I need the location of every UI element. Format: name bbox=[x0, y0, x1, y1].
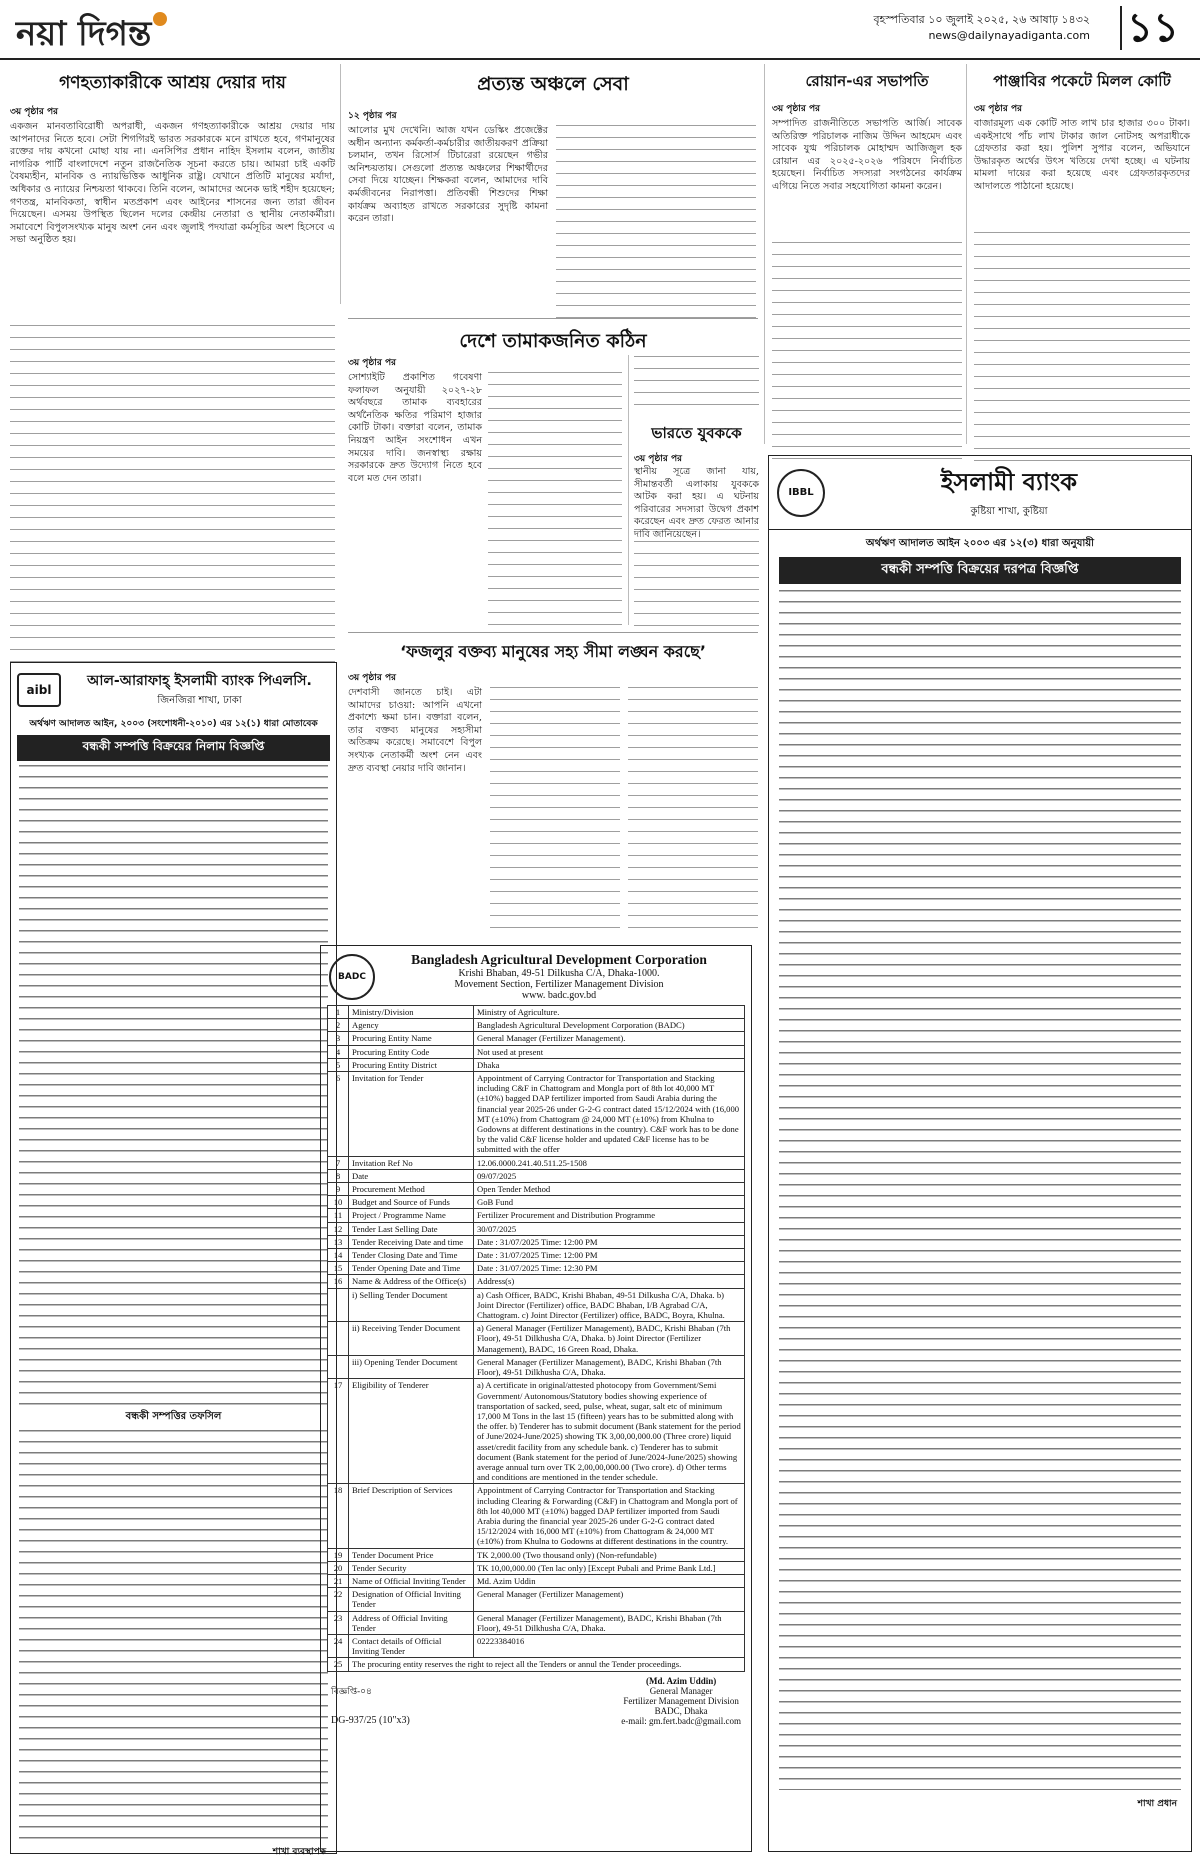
row-number: 19 bbox=[328, 1548, 349, 1561]
tender-row bbox=[328, 1183, 745, 1196]
row-label: Contact details of Official Inviting Tender bbox=[349, 1634, 474, 1657]
row-number: 17 bbox=[328, 1379, 349, 1484]
tender-row bbox=[328, 1658, 745, 1671]
article-text: সোশ্যাইটি প্রকাশিত গবেষণা ফলাফল অনুযায়ী ২০২৭-২৮ অর্থবছরে তামাক ব্যবহারের অর্থনৈতিক ক্ষতির পরিমাণ হাজার কোটি টাকা। বক্তারা বলেন, তামাক নিয়ন্ত্রণ আইন সংশোধন এখন সময়ের দাবি। জনস্বাস্থ্য রক্ষায় সরকারকে দ্রুত উদ্যোগ নিতে হবে বলে মত দেন তারা। bbox=[348, 372, 482, 484]
headline: রোয়ান-এর সভাপতি bbox=[805, 72, 929, 90]
continued-from: ৩য় পৃষ্ঠার পর bbox=[348, 358, 397, 368]
row-label: Invitation Ref No bbox=[349, 1156, 474, 1169]
row-number bbox=[328, 1288, 349, 1322]
row-value: Fertilizer Procurement and Distribution Programme bbox=[474, 1209, 745, 1222]
signatory-division: Fertilizer Management Division bbox=[623, 1695, 739, 1706]
headline: ভারতে যুবককে bbox=[651, 424, 742, 442]
row-number: 13 bbox=[328, 1235, 349, 1248]
tender-row bbox=[328, 1634, 745, 1657]
row-value: General Manager (Fertilizer Management) bbox=[474, 1588, 745, 1611]
row-value: a) A certificate in original/attested photocopy from Government/Semi Government/ Autonomous/Statutory bodies showing experience of transportation of sacked, seed, pulse, wheat, sugar, salt etc of minimum 17,000 M Tons in the last 15 (fifteen) years has to be submitted along with the offer. b) Tenderer has to submit document (Bank statement for the period of June/2024-June/2025) showing TK 3,00,00,000.00 (Three crore) liquid asset/credit facility from any schedule bank. c) Tenderer has to submit document (Bank statement for the period of June/2024-June/2025) showing average annual turn over TK 2,00,00,000.00 (Two crore). d) Other terms and conditions are mentioned in the tender schedule. bbox=[474, 1379, 745, 1484]
org-website: www. badc.gov.bd bbox=[521, 990, 597, 1001]
row-label: i) Selling Tender Document bbox=[349, 1288, 474, 1322]
row-label: Ministry/Division bbox=[349, 1006, 474, 1019]
row-number: 21 bbox=[328, 1574, 349, 1587]
tender-table bbox=[327, 1005, 745, 1672]
row-number: 15 bbox=[328, 1262, 349, 1275]
tender-row bbox=[328, 1222, 745, 1235]
row-number: 18 bbox=[328, 1484, 349, 1548]
tender-row bbox=[328, 1288, 745, 1322]
ad-serial: বিজ্ঞপ্তি-০৪ bbox=[331, 1685, 372, 1696]
legal-act: অর্থঋণ আদালত আইন ২০০৩ এর ১২(৩) ধারা অনুযায়ী bbox=[865, 538, 1095, 549]
row-label: Procurement Method bbox=[349, 1183, 474, 1196]
signatory-email: e-mail: gm.fert.badc@gmail.com bbox=[621, 1715, 741, 1726]
headline: গণহত্যাকারীকে আশ্রয় দেয়ার দায় bbox=[59, 73, 286, 93]
row-number: 14 bbox=[328, 1249, 349, 1262]
article-text-continued bbox=[628, 687, 758, 937]
row-number: 10 bbox=[328, 1196, 349, 1209]
notice-body bbox=[779, 590, 1181, 1790]
article-varote bbox=[634, 356, 759, 626]
row-value: Dhaka bbox=[474, 1058, 745, 1071]
row-value: GoB Fund bbox=[474, 1196, 745, 1209]
row-number: 5 bbox=[328, 1058, 349, 1071]
headline: দেশে তামাকজনিত কঠিন bbox=[348, 318, 758, 359]
article-tamak bbox=[348, 355, 623, 625]
ibbl-logo-icon: IBBL bbox=[777, 469, 825, 517]
tender-row bbox=[328, 1209, 745, 1222]
article-text: স্থানীয় সূত্রে জানা যায়, সীমান্তবর্তী এলাকায় যুবককে আটক করা হয়। এ ঘটনায় পরিবারের সদস্যরা উদ্বেগ প্রকাশ করেছেন এবং দ্রুত ফেরত আনার দাবি জানিয়েছেন। bbox=[634, 466, 759, 540]
row-value: Date : 31/07/2025 Time: 12:00 PM bbox=[474, 1249, 745, 1262]
article-text: দেশবাসী জানতে চাই। এটা আমাদের চাওয়া: আপনি এখনো প্রকাশ্যে ক্ষমা চান। বক্তারা বলেন, তার বক্তব্য মানুষের সহ্যসীমা অতিক্রম করেছে। সমাবেশে বিপুল সংখ্যক নেতাকর্মী অংশ নেন এবং দ্রুত ব্যবস্থা নেয়ার দাবি জানান। bbox=[348, 687, 482, 774]
row-number: 9 bbox=[328, 1183, 349, 1196]
row-label: Brief Description of Services bbox=[349, 1484, 474, 1548]
continued-from: ৩য় পৃষ্ঠার পর bbox=[772, 104, 821, 114]
row-label: Agency bbox=[349, 1019, 474, 1032]
row-label: Tender Closing Date and Time bbox=[349, 1249, 474, 1262]
article-text-continued bbox=[634, 356, 759, 416]
row-number: 8 bbox=[328, 1169, 349, 1182]
row-label: Tender Receiving Date and time bbox=[349, 1235, 474, 1248]
continued-from: ৩য় পৃষ্ঠার পর bbox=[634, 454, 683, 464]
row-value: Md. Azim Uddin bbox=[474, 1574, 745, 1587]
signatory: শাখা প্রধান bbox=[1137, 1799, 1177, 1809]
article-text: একজন মানবতাবিরোধী অপরাধী, একজন গণহত্যাকারীকে আশ্রয় দেয়ার দায় আপনাদের নিতে হবে। সেটা শিগগিরই ভারত সরকারকে মনে রাখতে হবে, গণমানুষের রক্তের দায় কখনো মোছা যায় না। এনসিপির প্রধান নাহিদ ইসলাম বলেন, জাতীয় নাগরিক পার্টি বাংলাদেশে নতুন রাজনৈতিক সূচনা করতে চায়। আমরা চাই একটি বৈষম্যহীন, মানবিক ও ন্যায়ভিত্তিক আধুনিক রাষ্ট্র। যেখানে প্রতিটি মানুষের মর্যাদা, অধিকার ও ন্যায়ের নিশ্চয়তা থাকবে। তিনি বলেন, আমাদের অনেক ভাই শহীদ হয়েছেন; গণতন্ত্র, মানবিকতা, স্বাধীন মতপ্রকাশ এবং আইনের শাসনের জন্য তারা জীবন দিয়েছেন। এসময় উপস্থিত ছিলেন দলের কেন্দ্রীয় নেতারা ও স্থানীয় নেতাকর্মীরা। সমাবেশে বিপুলসংখ্যক মানুষ অংশ নেন এবং জুলাই পদযাত্রা কর্মসূচির অংশ হিসেবে এ সভা অনুষ্ঠিত হয়। bbox=[10, 121, 335, 246]
row-label: Budget and Source of Funds bbox=[349, 1196, 474, 1209]
tender-row bbox=[328, 1548, 745, 1561]
row-value: Date : 31/07/2025 Time: 12:00 PM bbox=[474, 1235, 745, 1248]
row-label: Tender Document Price bbox=[349, 1548, 474, 1561]
row-number: 20 bbox=[328, 1561, 349, 1574]
tender-row bbox=[328, 1058, 745, 1071]
row-label: Procuring Entity District bbox=[349, 1058, 474, 1071]
branch-name: কুষ্টিয়া শাখা, কুষ্টিয়া bbox=[970, 506, 1048, 517]
article-rowan bbox=[772, 70, 962, 450]
article-text: বাজারমূল্য এক কোটি সাত লাখ চার হাজার ৩০০ টাকা। একইসাথে পাঁচ লাখ টাকার জাল নোটসহ অপরাধীকে গ্রেফতার করা হয়। পুলিশ সুপার বলেন, অভিযানে উদ্ধারকৃত অর্থের উৎস খতিয়ে দেখা হচ্ছে। এ ঘটনায় মামলা দায়ের করা হয়েছে এবং গ্রেফতারকৃতদের আদালতে পাঠানো হয়েছে। bbox=[974, 118, 1190, 192]
row-value: General Manager (Fertilizer Management). bbox=[474, 1032, 745, 1045]
row-value: Appointment of Carrying Contractor for Transportation and Stacking including C&F in Chattogram and Mongla port of 8th lot 40,000 MT (±10%) bagged DAP fertilizer imported from Saudi Arabia during the financial year 2025-26 under G-2-G contract dated 15/12/2024 with (16,000 MT (±10%) from Chattogram @ 24,000 MT (±10%) from Khulna to Godowns at different destinations in the country). C&F work has to be done by the valid C&F license holder and updated C&F license has to be submitted with the offer bbox=[474, 1072, 745, 1157]
continued-from: ৩য় পৃষ্ঠার পর bbox=[348, 673, 397, 683]
row-label: The procuring entity reserves the right to reject all the Tenders or annul the Tender proceedings. bbox=[349, 1658, 745, 1671]
row-label: Tender Security bbox=[349, 1561, 474, 1574]
tender-row bbox=[328, 1574, 745, 1587]
article-gonohotya bbox=[10, 70, 335, 650]
aibl-auction-notice bbox=[10, 662, 337, 1857]
row-value: General Manager (Fertilizer Management), BADC, Krishi Bhaban (7th Floor), 49-51 Dilkhusha C/A, Dhaka. bbox=[474, 1355, 745, 1378]
sun-icon bbox=[153, 12, 167, 26]
row-value: a) Cash Officer, BADC, Krishi Bhaban, 49-51 Dilkusha C/A, Dhaka. b) Joint Director (Fertilizer) office, BADC Bhaban, I/B Agrabad C/A, Chattogram. c) Joint Director (Fertilizer) office, BADC, Boyra, Khulna. bbox=[474, 1288, 745, 1322]
tender-row bbox=[328, 1262, 745, 1275]
column-rule bbox=[764, 64, 765, 444]
signatory-title: General Manager bbox=[649, 1685, 713, 1696]
tender-row bbox=[328, 1588, 745, 1611]
row-value: 09/07/2025 bbox=[474, 1169, 745, 1182]
article-text: সম্পাদিত রাজনীতিতে সভাপতি আর্জি। সাবেক অতিরিক্ত পরিচালক নাজিম উদ্দিন আহমেদ এবং সাবেক যুগ্ম পরিচালক মোহাম্মদ আজিজুল হক রোয়ান এর ২০২৫-২০২৬ পরিষদে নির্বাচিত হয়েছেন। নির্বাচিত সদস্যরা সংগঠনের কার্যক্রম এগিয়ে নিতে সবার সহযোগিতা কামনা করেন। bbox=[772, 118, 962, 192]
column-rule bbox=[628, 355, 629, 625]
tender-row bbox=[328, 1156, 745, 1169]
row-value: 30/07/2025 bbox=[474, 1222, 745, 1235]
ad-reference: DG-937/25 (10"x3) bbox=[331, 1714, 410, 1726]
notice-title: বন্ধকী সম্পত্তি বিক্রয়ের দরপত্র বিজ্ঞপ্তি bbox=[779, 557, 1181, 584]
headline: ‘ফজলুর বক্তব্য মানুষের সহ্য সীমা লঙ্ঘন করছে’ bbox=[400, 642, 706, 661]
article-text-continued bbox=[772, 242, 962, 462]
schedule-body bbox=[19, 1430, 328, 1840]
tender-row bbox=[328, 1072, 745, 1157]
signatory-name: (Md. Azim Uddin) bbox=[645, 1675, 717, 1686]
notice-title: বন্ধকী সম্পত্তি বিক্রয়ের নিলাম বিজ্ঞপ্তি bbox=[17, 735, 330, 761]
row-value: a) General Manager (Fertilizer Management), BADC, Krishi Bhaban (7th Floor), 49-51 Dilkhusha C/A, Dhaka. b) Joint Director (Fertilizer Management), BADC, 16 Green Road, Dhaka. bbox=[474, 1322, 745, 1356]
article-text: আলোর মুখ দেখেনি। আজ যখন ডেস্কিং প্রজেক্টের অধীন অন্যান্য কর্মকর্তা-কর্মচারীর জাতীয়করণ প্রক্রিয়া চলমান, তখন রিসোর্স টিচারেরা রয়েছেন গভীর অনিশ্চয়তায়। সেগুলো প্রত্যন্ত অঞ্চলের শিক্ষার্থীদের সেবা দিয়ে যাচ্ছেন। শিক্ষকরা বলেন, আমাদের দাবি কর্মজীবনের নিরাপত্তা। প্রতিবন্ধী শিশুদের শিক্ষা কার্যক্রম অব্যাহত রাখতে সরকারের সুদৃষ্টি কামনা করেন তারা। bbox=[348, 125, 548, 225]
org-division: Movement Section, Fertilizer Management Division bbox=[454, 979, 664, 990]
row-number: 3 bbox=[328, 1032, 349, 1045]
tender-row bbox=[328, 1275, 745, 1288]
column-rule bbox=[966, 64, 967, 444]
masthead bbox=[0, 0, 1200, 60]
schedule-heading: বন্ধকী সম্পত্তির তফসিল bbox=[125, 1411, 222, 1422]
row-value: Bangladesh Agricultural Development Corporation (BADC) bbox=[474, 1019, 745, 1032]
row-number: 6 bbox=[328, 1072, 349, 1157]
row-number bbox=[328, 1355, 349, 1378]
row-number: 4 bbox=[328, 1045, 349, 1058]
bank-name: ইসলামী ব্যাংক bbox=[940, 468, 1078, 496]
row-value: Open Tender Method bbox=[474, 1183, 745, 1196]
continued-from: ১২ পৃষ্ঠার পর bbox=[348, 111, 397, 121]
bank-name: আল-আরাফাহ্ ইসলামী ব্যাংক পিএলসি. bbox=[87, 673, 312, 689]
signatory: শাখা ব্যবস্থাপক bbox=[272, 1847, 326, 1857]
article-text-continued bbox=[490, 687, 620, 937]
row-label: ii) Receiving Tender Document bbox=[349, 1322, 474, 1356]
row-number: 22 bbox=[328, 1588, 349, 1611]
aibl-logo-icon: aibl bbox=[17, 673, 61, 707]
notice-body bbox=[19, 765, 328, 1405]
continued-from: ৩য় পৃষ্ঠার পর bbox=[974, 104, 1023, 114]
row-label: Tender Last Selling Date bbox=[349, 1222, 474, 1235]
org-address: Krishi Bhaban, 49-51 Dilkusha C/A, Dhaka-1000. bbox=[458, 968, 660, 979]
signatory-org: BADC, Dhaka bbox=[654, 1705, 708, 1716]
badc-tender-notice bbox=[320, 945, 752, 1852]
row-label: Date bbox=[349, 1169, 474, 1182]
org-name: Bangladesh Agricultural Development Corporation bbox=[411, 952, 707, 967]
article-text-continued bbox=[634, 529, 759, 629]
row-value: General Manager (Fertilizer Management), BADC, Krishi Bhaban (7th Floor), 49-51 Dilkhusha C/A, Dhaka. bbox=[474, 1611, 745, 1634]
tender-row bbox=[328, 1379, 745, 1484]
row-number: 24 bbox=[328, 1634, 349, 1657]
article-panjabi bbox=[974, 70, 1190, 450]
row-number: 12 bbox=[328, 1222, 349, 1235]
tender-row bbox=[328, 1484, 745, 1548]
row-label: Name & Address of the Office(s) bbox=[349, 1275, 474, 1288]
row-value: 12.06.0000.241.40.511.25-1508 bbox=[474, 1156, 745, 1169]
news-email: news@dailynayadiganta.com bbox=[928, 29, 1090, 42]
headline: পাঞ্জাবির পকেটে মিলল কোটি bbox=[993, 72, 1171, 90]
row-number: 2 bbox=[328, 1019, 349, 1032]
tender-row bbox=[328, 1611, 745, 1634]
row-label: Eligibility of Tenderer bbox=[349, 1379, 474, 1484]
row-number: 11 bbox=[328, 1209, 349, 1222]
row-value: Not used at present bbox=[474, 1045, 745, 1058]
row-label: Procuring Entity Name bbox=[349, 1032, 474, 1045]
article-text-continued bbox=[488, 372, 622, 627]
continued-from: ৩য় পৃষ্ঠার পর bbox=[10, 107, 59, 117]
row-number: 16 bbox=[328, 1275, 349, 1288]
row-number: 1 bbox=[328, 1006, 349, 1019]
tender-row bbox=[328, 1196, 745, 1209]
tender-row bbox=[328, 1235, 745, 1248]
row-value: 02223384016 bbox=[474, 1634, 745, 1657]
row-value: Address(s) bbox=[474, 1275, 745, 1288]
row-value: TK 2,000.00 (Two thousand only) (Non-refundable) bbox=[474, 1548, 745, 1561]
row-number: 25 bbox=[328, 1658, 349, 1671]
tender-row bbox=[328, 1006, 745, 1019]
tender-row bbox=[328, 1045, 745, 1058]
article-text-continued bbox=[974, 232, 1190, 462]
newspaper-logo: নয়া দিগন্ত bbox=[16, 8, 169, 65]
article-prottonto bbox=[348, 70, 758, 310]
column-rule bbox=[340, 64, 341, 304]
row-label: Designation of Official Inviting Tender bbox=[349, 1588, 474, 1611]
legal-act: অর্থঋণ আদালত আইন, ২০০৩ (সংশোধনী-২০১০) এর ১২(১) ধারা মোতাবেক bbox=[29, 719, 318, 729]
row-value: Ministry of Agriculture. bbox=[474, 1006, 745, 1019]
badc-logo-icon: BADC bbox=[329, 954, 375, 1000]
row-label: iii) Opening Tender Document bbox=[349, 1355, 474, 1378]
tender-row bbox=[328, 1561, 745, 1574]
tender-row bbox=[328, 1032, 745, 1045]
headline: প্রত্যন্ত অঞ্চলে সেবা bbox=[477, 73, 629, 95]
row-value: Date : 31/07/2025 Time: 12:30 PM bbox=[474, 1262, 745, 1275]
row-value: TK 10,00,000.00 (Ten lac only) [Except Pubali and Prime Bank Ltd.] bbox=[474, 1561, 745, 1574]
row-number: 23 bbox=[328, 1611, 349, 1634]
row-label: Invitation for Tender bbox=[349, 1072, 474, 1157]
row-number: 7 bbox=[328, 1156, 349, 1169]
tender-row bbox=[328, 1322, 745, 1356]
row-label: Address of Official Inviting Tender bbox=[349, 1611, 474, 1634]
tender-row bbox=[328, 1355, 745, 1378]
row-label: Project / Programme Name bbox=[349, 1209, 474, 1222]
row-value: Appointment of Carrying Contractor for Transportation and Stacking including Clearing & Forwarding (C&F) in Chattogram and Mongla port of 8th lot 40,000 MT (±10%) bagged DAP fertilizer imported from Saudi Arabia during the financial year 2025-26 under G-2-G contract dated 15/12/2024 with 16,000 MT (±10%) from Chattogram & 24,000 MT (±10%) from Khulna to Godowns at different destinations in the country. bbox=[474, 1484, 745, 1548]
row-label: Name of Official Inviting Tender bbox=[349, 1574, 474, 1587]
article-fazlur bbox=[348, 632, 758, 938]
tender-row bbox=[328, 1019, 745, 1032]
issue-date: বৃহস্পতিবার ১০ জুলাই ২০২৫, ২৬ আষাঢ় ১৪৩২ bbox=[873, 13, 1090, 26]
dateline bbox=[873, 12, 1090, 44]
row-number bbox=[328, 1322, 349, 1356]
page-number: ১১ bbox=[1120, 6, 1184, 50]
tender-row bbox=[328, 1249, 745, 1262]
row-label: Procuring Entity Code bbox=[349, 1045, 474, 1058]
article-text-continued bbox=[10, 325, 335, 665]
tender-row bbox=[328, 1169, 745, 1182]
article-text-continued bbox=[556, 125, 756, 325]
branch-name: জিনজিরা শাখা, ঢাকা bbox=[157, 695, 242, 706]
ibbl-tender-notice bbox=[768, 455, 1192, 1852]
row-label: Tender Opening Date and Time bbox=[349, 1262, 474, 1275]
